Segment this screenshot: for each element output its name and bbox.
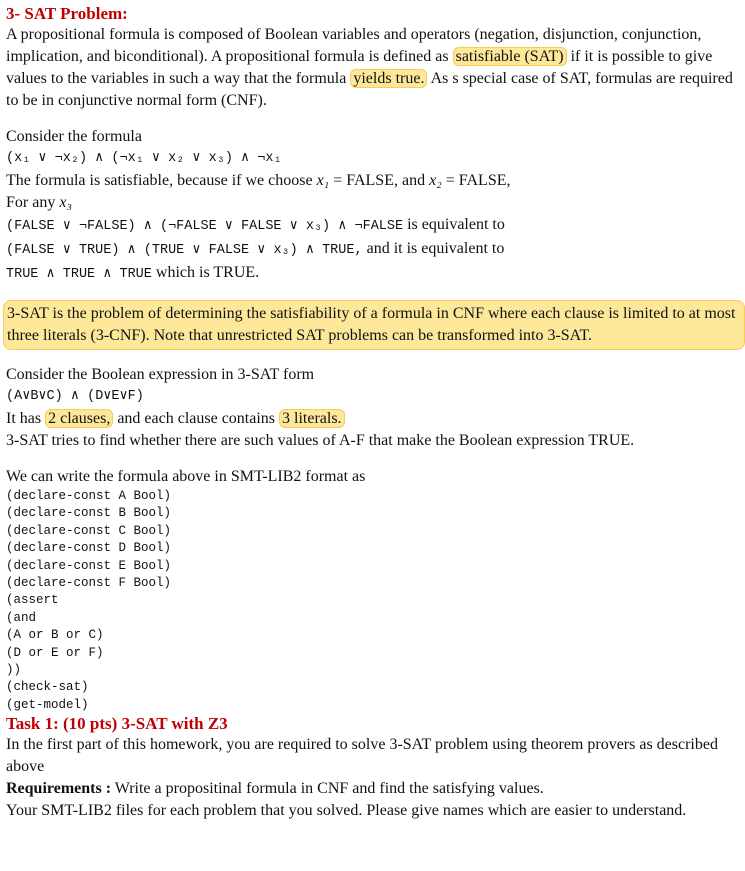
code-line: (assert bbox=[6, 593, 59, 608]
equivalence-line-1 bbox=[6, 214, 743, 238]
satisfiable-text: The formula is satisfiable, because if we choose bbox=[6, 172, 313, 189]
code-line: (get-model) bbox=[6, 697, 89, 712]
intro-text-1: A propositional formula is composed of Boolean variables and operators (negation, disjunction, conjunction, implication, and biconditional). A propositional formula is defined as bbox=[6, 26, 702, 65]
code-line: (declare-const D Bool) bbox=[6, 541, 172, 556]
equivalence-formula-3: TRUE ∧ TRUE ∧ TRUE bbox=[6, 267, 152, 282]
for-any-line bbox=[6, 192, 743, 214]
requirements-label: Requirements : bbox=[6, 780, 112, 798]
code-line: (declare-const F Bool) bbox=[6, 576, 172, 591]
code-line: )) bbox=[6, 663, 22, 678]
var-x3: x₃ bbox=[59, 194, 72, 211]
equivalence-text-3: which is TRUE. bbox=[155, 264, 260, 281]
eq2-text: = FALSE, bbox=[445, 172, 511, 189]
eq1-text: = FALSE, and bbox=[333, 172, 426, 189]
intro-paragraph bbox=[6, 24, 743, 112]
equivalence-formula-2: (FALSE ∨ TRUE) ∧ (TRUE ∨ FALSE ∨ x₃) ∧ TRUE, bbox=[6, 243, 363, 258]
requirements-line bbox=[6, 778, 743, 800]
var-x2: x₂ bbox=[429, 172, 442, 189]
highlight-satisfiable: satisfiable (SAT) bbox=[453, 47, 567, 66]
satisfiable-line bbox=[6, 170, 743, 192]
clauses-text-b: and each clause contains bbox=[117, 410, 276, 427]
code-line: (D or E or F) bbox=[6, 645, 104, 660]
consider-formula-label: Consider the formula bbox=[6, 128, 142, 145]
equivalence-text-2: and it is equivalent to bbox=[366, 240, 505, 257]
intro-text-2: if it is possible to give values to the variables in such a way that the formula bbox=[6, 48, 713, 87]
smt-intro: We can write the formula above in SMT-LIB2 format as bbox=[6, 468, 366, 485]
code-line: (declare-const E Bool) bbox=[6, 558, 172, 573]
highlight-literals: 3 literals. bbox=[279, 409, 345, 428]
equivalence-formula-1: (FALSE ∨ ¬FALSE) ∧ (¬FALSE ∨ FALSE ∨ x₃) ∧ ¬FALSE bbox=[6, 219, 404, 234]
equivalence-line-2 bbox=[6, 238, 743, 262]
var-x1: x₁ bbox=[316, 172, 330, 189]
code-line: (declare-const A Bool) bbox=[6, 489, 172, 503]
highlight-clauses: 2 clauses, bbox=[45, 409, 113, 428]
code-line: (and bbox=[6, 610, 37, 625]
for-any-text: For any bbox=[6, 194, 56, 211]
code-line: (declare-const B Bool) bbox=[6, 506, 172, 521]
equivalence-text-1: is equivalent to bbox=[407, 216, 505, 233]
example-formula: (x₁ ∨ ¬x₂) ∧ (¬x₁ ∨ x₂ ∨ x₃) ∧ ¬x₁ bbox=[6, 151, 282, 166]
task-description: In the first part of this homework, you are required to solve 3-SAT problem using theorem provers as described above bbox=[6, 736, 718, 776]
highlight-yields-true: yields true. bbox=[350, 69, 427, 88]
task-heading: Task 1: (10 pts) 3-SAT with Z3 bbox=[6, 714, 228, 734]
intro-text-3: As s special case of SAT, formulas are required to be in conjunctive normal form (CNF). bbox=[6, 70, 733, 109]
requirements-text: Write a propositinal formula in CNF and find the satisfying values. bbox=[114, 780, 544, 798]
equivalence-line-3 bbox=[6, 262, 743, 286]
threesat-tries-line: 3-SAT tries to find whether there are such values of A-F that make the Boolean expression TRUE. bbox=[6, 432, 635, 449]
section-title: 3- SAT Problem: bbox=[6, 4, 128, 23]
code-line: (declare-const C Bool) bbox=[6, 523, 172, 538]
files-line: Your SMT-LIB2 files for each problem that you solved. Please give names which are easier to understand. bbox=[6, 802, 687, 820]
smt-code-block bbox=[6, 488, 743, 714]
threesat-definition: 3-SAT is the problem of determining the satisfiability of a formula in CNF where each clause is limited to at most three literals (3-CNF). Note that unrestricted SAT problems can be transformed into 3-SAT. bbox=[3, 300, 745, 350]
consider-expression-label: Consider the Boolean expression in 3-SAT form bbox=[6, 366, 315, 383]
code-line: (check-sat) bbox=[6, 680, 89, 695]
code-line: (A or B or C) bbox=[6, 628, 104, 643]
expression-formula: (A∨B∨C) ∧ (D∨E∨F) bbox=[6, 389, 144, 404]
clauses-line bbox=[6, 408, 743, 430]
clauses-text-a: It has bbox=[6, 410, 42, 427]
